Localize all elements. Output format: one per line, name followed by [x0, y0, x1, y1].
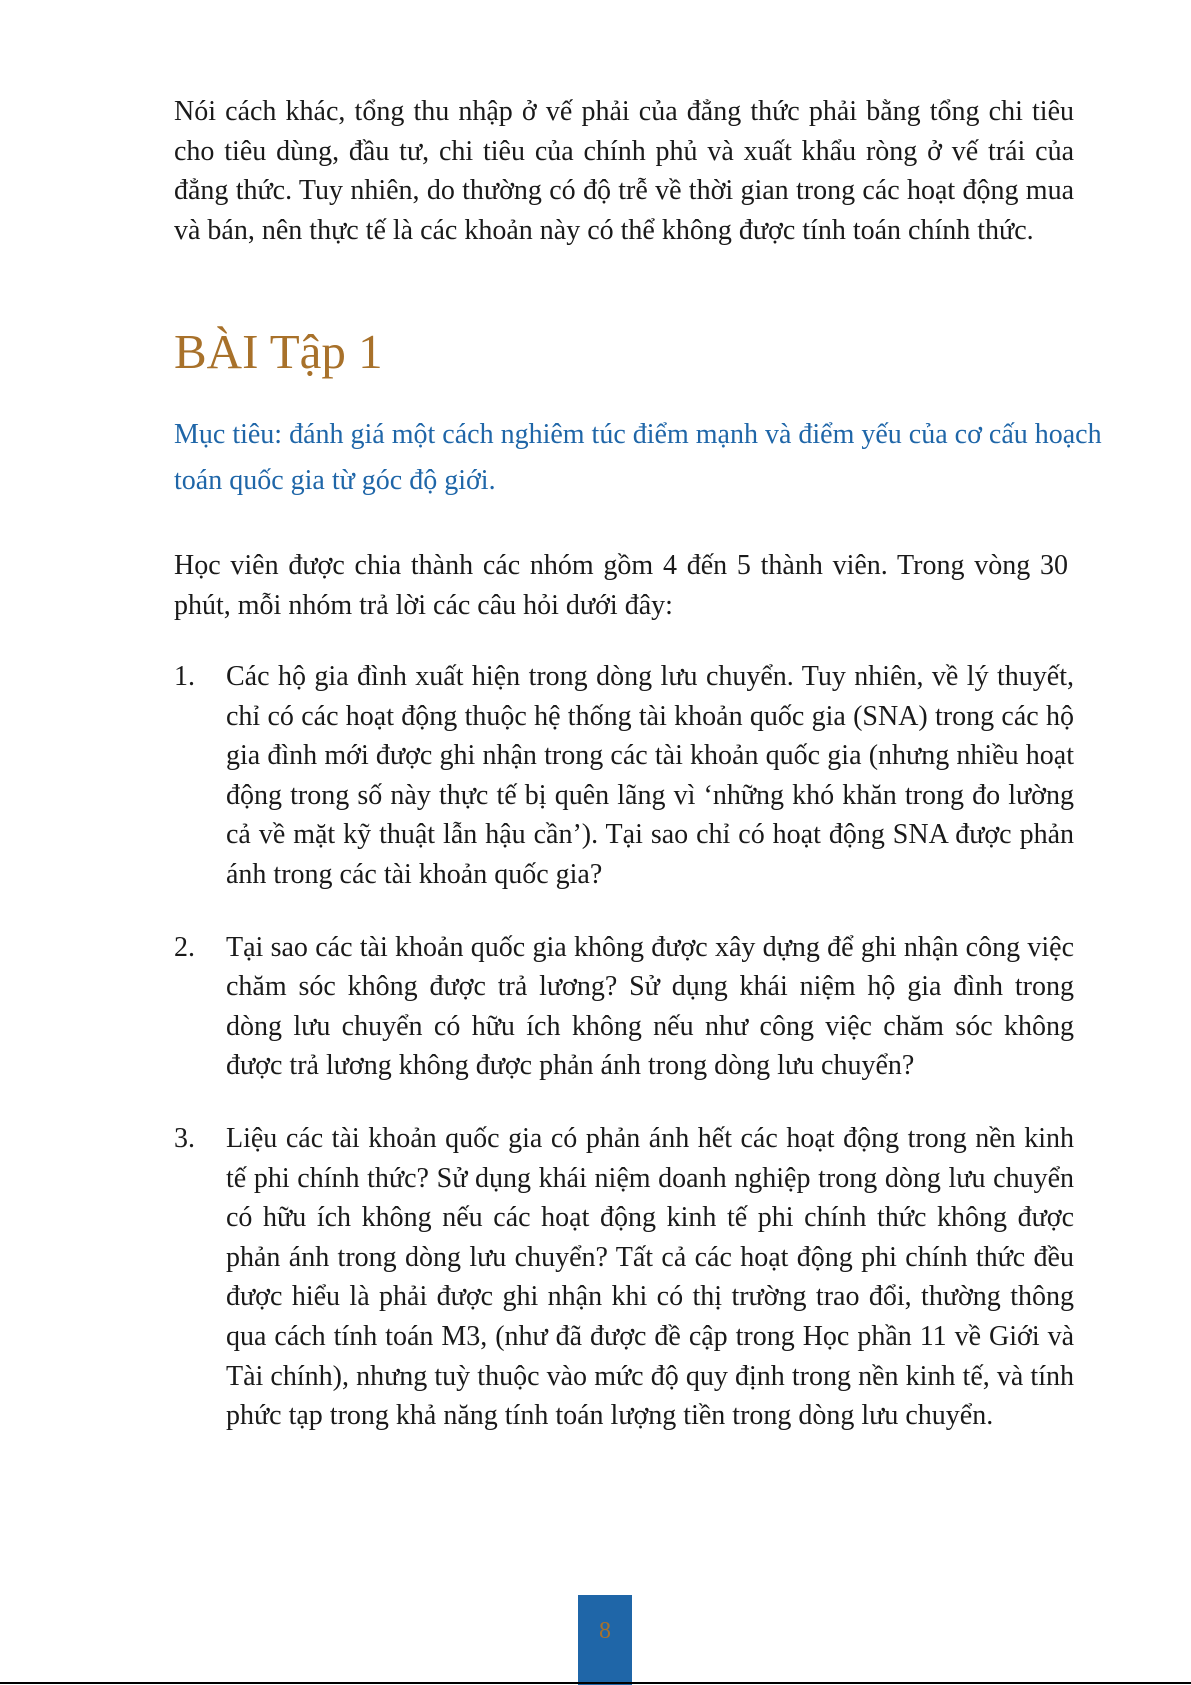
question-item — [174, 1119, 1074, 1436]
intro-paragraph: Nói cách khác, tổng thu nhập ở vế phải của đẳng thức phải bằng tổng chi tiêu cho tiêu dùng, đầu tư, chi tiêu của chính phủ và xuất khẩu ròng ở vế trái của đẳng thức. Tuy nhiên, do thường có độ trễ về thời gian trong các hoạt động mua và bán, nên thực tế là các khoản này có thể không được tính toán chính thức. — [174, 96, 1074, 246]
question-text: Tại sao các tài khoản quốc gia không được xây dựng để ghi nhận công việc chăm sóc không được trả lương? Sử dụng khái niệm hộ gia đình trong dòng lưu chuyển có hữu ích không nếu như công việc chăm sóc không được trả lương không được phản ánh trong dòng lưu chuyển? — [226, 931, 1074, 1082]
objective-text: Mục tiêu: đánh giá một cách nghiêm túc điểm mạnh và điểm yếu của cơ cấu hoạch toán quốc gia từ góc độ giới. — [174, 419, 1102, 496]
question-text: Các hộ gia đình xuất hiện trong dòng lưu chuyển. Tuy nhiên, về lý thuyết, chỉ có các hoạt động thuộc hệ thống tài khoản quốc gia (SNA) trong các hộ gia đình mới được ghi nhận trong các tài khoản quốc gia (nhưng nhiều hoạt động trong số này thực tế bị quên lãng vì ‘những khó khăn trong đo lường cả về mặt kỹ thuật lẫn hậu cần’). Tại sao chỉ có hoạt động SNA được phản ánh trong các tài khoản quốc gia? — [226, 661, 1074, 890]
question-item — [174, 657, 1074, 895]
question-number: 1. — [174, 661, 195, 692]
question-list — [174, 657, 1074, 1436]
bottom-rule — [0, 1682, 1191, 1684]
question-item — [174, 928, 1074, 1086]
question-number: 2. — [174, 931, 195, 963]
question-number: 3. — [174, 1122, 195, 1154]
exercise-heading: BÀI Tập 1 — [174, 324, 383, 379]
page-number: 8 — [599, 1618, 611, 1644]
page-number-tab — [578, 1595, 632, 1685]
instructions-text: Học viên được chia thành các nhóm gồm 4 đến 5 thành viên. Trong vòng 30 phút, mỗi nhóm trả lời các câu hỏi dưới đây: — [174, 550, 1068, 621]
question-text: Liệu các tài khoản quốc gia có phản ánh hết các hoạt động trong nền kinh tế phi chính thức? Sử dụng khái niệm doanh nghiệp trong dòng lưu chuyển có hữu ích không nếu các hoạt động kinh tế phi chính thức không được phản ánh trong dòng lưu chuyển? Tất cả các hoạt động phi chính thức đều được hiểu là phải được ghi nhận khi có thị trường trao đổi, thường thông qua cách tính toán M3, (như đã được đề cập trong Học phần 11 về Giới và Tài chính), nhưng tuỳ thuộc vào mức độ quy định trong nền kinh tế, và tính phức tạp trong khả năng tính toán lượng tiền trong dòng lưu chuyển. — [226, 1122, 1074, 1432]
intro-block — [174, 92, 1074, 250]
